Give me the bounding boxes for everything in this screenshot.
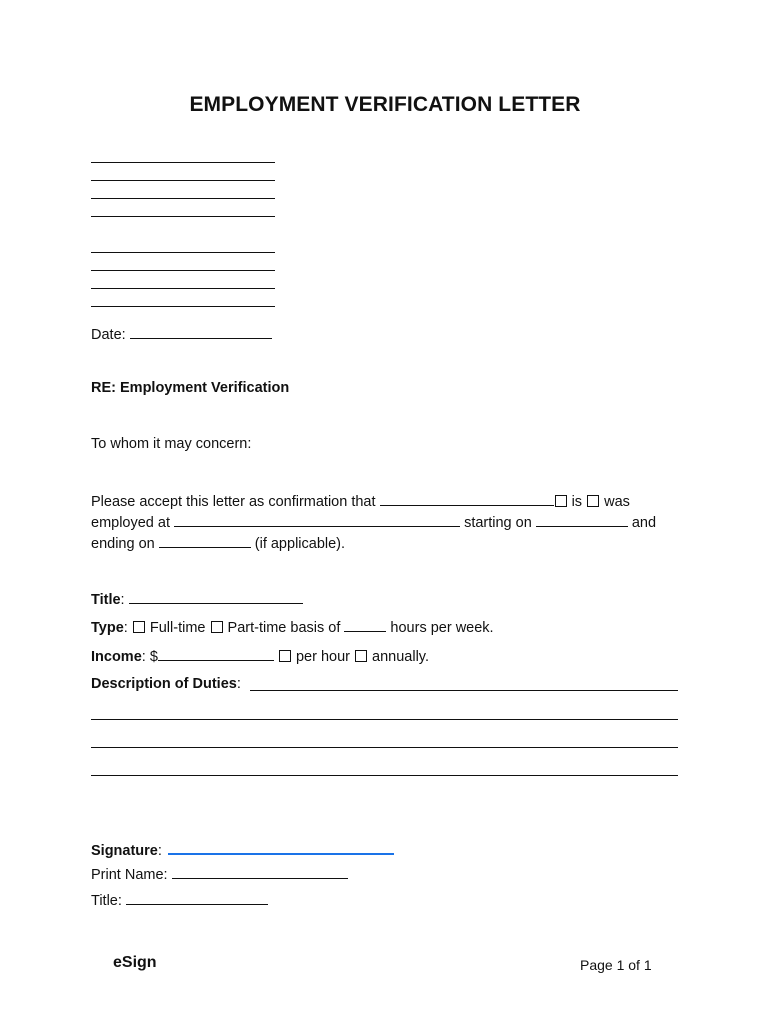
address-line[interactable] [91,306,275,307]
re-line: RE: Employment Verification [91,380,290,396]
job-title-label: Title [91,592,121,608]
annually-checkbox[interactable] [355,650,367,662]
duties-line[interactable] [250,690,678,691]
address-line[interactable] [91,198,275,199]
was-checkbox[interactable] [587,495,599,507]
income-row: Income: $ per hour annually. [91,646,429,667]
end-date-field[interactable] [159,533,251,548]
parttime-checkbox[interactable] [211,621,223,633]
address-line[interactable] [91,288,275,289]
print-name-field[interactable] [172,864,348,879]
type-row: Type: Full-time Part-time basis of hours per week. [91,617,494,638]
page-number: Page 1 of 1 [580,957,652,973]
per-hour-checkbox[interactable] [279,650,291,662]
body-line-2: employed at starting on and [91,512,656,533]
is-checkbox[interactable] [555,495,567,507]
signer-title-field[interactable] [126,890,268,905]
duties-row: Description of Duties: [91,676,241,692]
date-row [91,324,272,345]
date-field[interactable] [130,324,272,339]
signer-title-label: Title: [91,893,122,909]
signature-field[interactable] [168,839,394,855]
address-line[interactable] [91,216,275,217]
salutation: To whom it may concern: [91,436,252,452]
body-line-3: ending on (if applicable). [91,533,345,554]
signature-row: Signature: [91,839,394,861]
print-name-row [91,864,348,885]
print-name-label: Print Name: [91,867,168,883]
job-title-field[interactable] [129,589,303,604]
body-line-1: Please accept this letter as confirmation that is was [91,491,630,512]
employee-name-field[interactable] [380,491,554,506]
employer-field[interactable] [174,512,460,527]
document-title: EMPLOYMENT VERIFICATION LETTER [189,93,581,116]
address-line[interactable] [91,270,275,271]
start-date-field[interactable] [536,512,628,527]
address-line[interactable] [91,162,275,163]
fulltime-checkbox[interactable] [133,621,145,633]
esign-logo: eSign [113,954,157,971]
hours-field[interactable] [344,617,386,632]
income-field[interactable] [158,646,274,661]
duties-line[interactable] [91,747,678,748]
duties-line[interactable] [91,775,678,776]
date-label: Date: [91,327,126,343]
signature-label: Signature [91,843,158,859]
job-title-row: Title: [91,589,303,610]
signer-title-row [91,890,268,911]
address-line[interactable] [91,180,275,181]
address-line[interactable] [91,252,275,253]
duties-line[interactable] [91,719,678,720]
